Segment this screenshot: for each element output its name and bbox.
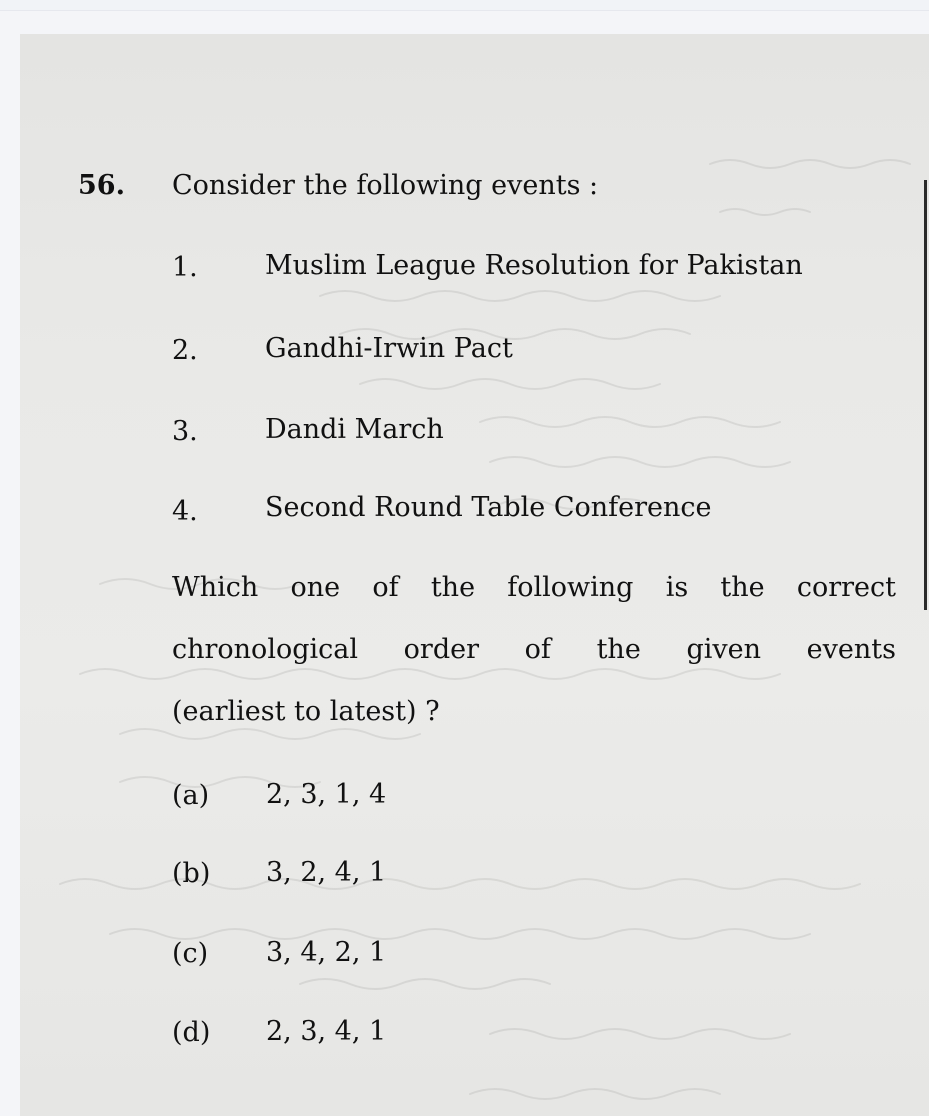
option-value: 3, 4, 2, 1 xyxy=(266,937,387,968)
option-label: (a) xyxy=(172,780,210,811)
question-prompt-line: chronological order of the given events xyxy=(172,634,896,665)
option-value: 2, 3, 4, 1 xyxy=(266,1016,387,1047)
event-number: 2. xyxy=(172,335,198,366)
event-number: 4. xyxy=(172,496,198,527)
question-prompt-line: Which one of the following is the correct xyxy=(172,572,896,603)
option-label: (d) xyxy=(172,1017,211,1048)
event-number: 3. xyxy=(172,416,198,447)
viewer-top-bar xyxy=(0,0,929,11)
event-text: Second Round Table Conference xyxy=(265,492,712,523)
question-stem: Consider the following events : xyxy=(172,170,599,201)
event-text: Muslim League Resolution for Pakistan xyxy=(265,250,803,281)
question-prompt-line: (earliest to latest) ? xyxy=(172,696,440,727)
page-binding-edge xyxy=(924,180,927,610)
question-number: 56. xyxy=(78,170,125,201)
option-value: 3, 2, 4, 1 xyxy=(266,857,387,888)
option-label: (b) xyxy=(172,858,211,889)
event-number: 1. xyxy=(172,252,198,283)
event-text: Dandi March xyxy=(265,414,444,445)
event-text: Gandhi-Irwin Pact xyxy=(265,333,513,364)
option-value: 2, 3, 1, 4 xyxy=(266,779,387,810)
option-label: (c) xyxy=(172,938,209,969)
